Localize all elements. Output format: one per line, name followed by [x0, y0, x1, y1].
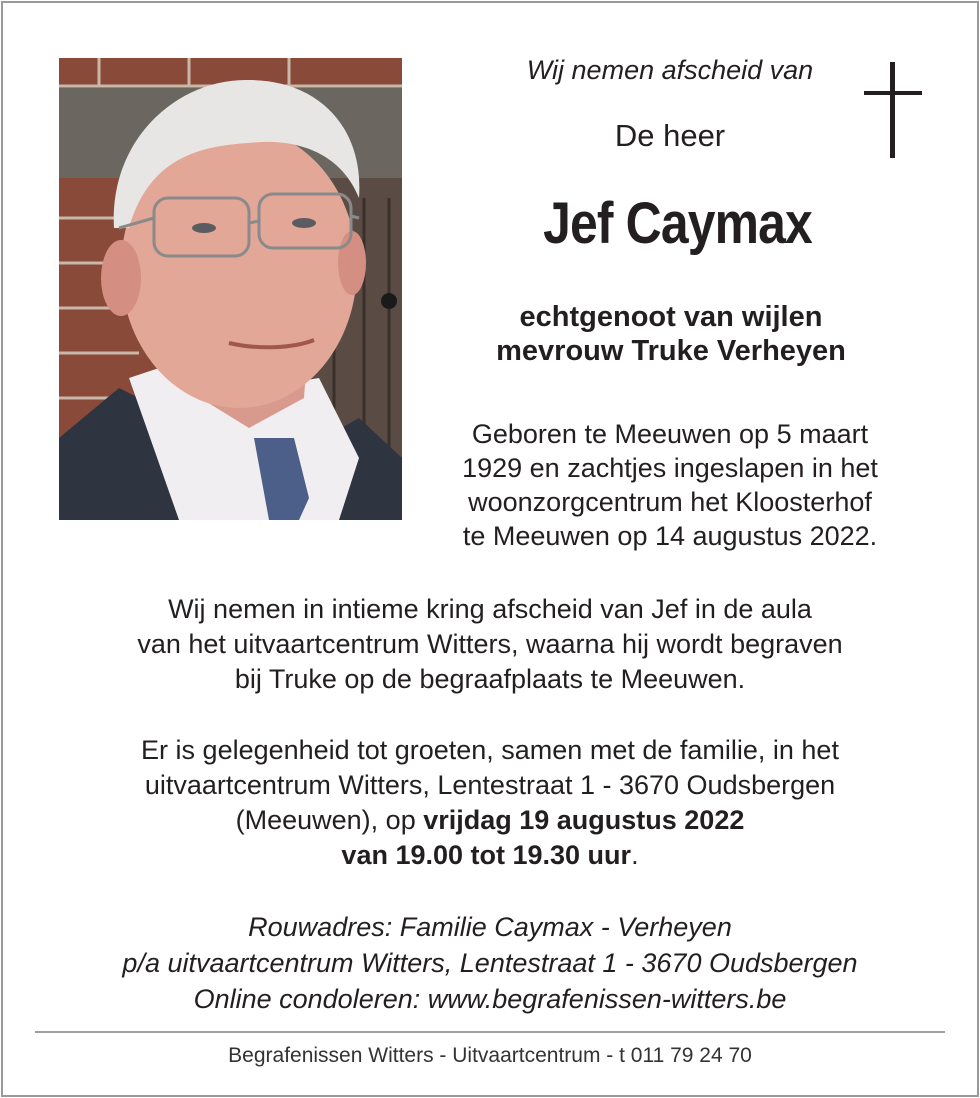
visit-line-2: uitvaartcentrum Witters, Lentestraat 1 - 3670 Oudsbergen: [144, 770, 836, 800]
visit-line-4: [40, 838, 940, 873]
spouse-line-2: mevrouw Truke Verheyen: [496, 335, 846, 367]
condolence-link[interactable]: Online condoleren: www.begrafenissen-witters.be: [193, 984, 787, 1014]
born-line-3: woonzorgcentrum het Kloosterhof: [468, 487, 872, 517]
mourning-address-block: [40, 909, 940, 1017]
born-line-1: Geboren te Meeuwen op 5 maart: [471, 419, 869, 449]
honorific-title: De heer: [614, 118, 726, 153]
ceremony-line-3: bij Truke op de begraafplaats te Meeuwen.: [234, 664, 746, 694]
ceremony-line-1: Wij nemen in intieme kring afscheid van Jef in de aula: [168, 594, 812, 624]
intro-text: Wij nemen afscheid van: [526, 55, 814, 85]
portrait-photo: [59, 58, 402, 520]
visit-time: van 19.00 tot 19.30 uur: [341, 840, 632, 870]
visit-date: vrijdag 19 augustus 2022: [423, 805, 745, 835]
visit-line-4-suffix: .: [631, 840, 639, 870]
address-line-2: p/a uitvaartcentrum Witters, Lentestraat 1 - 3670 Oudsbergen: [122, 948, 858, 978]
address-line-1: Rouwadres: Familie Caymax - Verheyen: [248, 912, 732, 942]
ceremony-line-2: van het uitvaartcentrum Witters, waarna hij wordt begraven: [137, 629, 843, 659]
born-line-2: 1929 en zachtjes ingeslapen in het: [462, 453, 878, 483]
footer-text: Begrafenissen Witters - Uitvaartcentrum - t 011 79 24 70: [228, 1044, 752, 1067]
born-line-4: te Meeuwen op 14 augustus 2022.: [462, 521, 878, 551]
visit-line-3: [40, 803, 940, 838]
visit-line-3-prefix: (Meeuwen), op: [235, 805, 424, 835]
spouse-block: [440, 300, 902, 368]
footer-divider: [35, 1031, 945, 1033]
birth-death-block: [420, 417, 920, 553]
latin-cross-icon: [864, 62, 922, 158]
ceremony-block: [40, 592, 940, 697]
visit-line-1: Er is gelegenheid tot groeten, samen met de familie, in het: [141, 735, 839, 765]
deceased-name: Jef Caymax: [543, 191, 812, 256]
visitation-block: [40, 733, 940, 873]
spouse-line-1: echtgenoot van wijlen: [519, 301, 823, 333]
